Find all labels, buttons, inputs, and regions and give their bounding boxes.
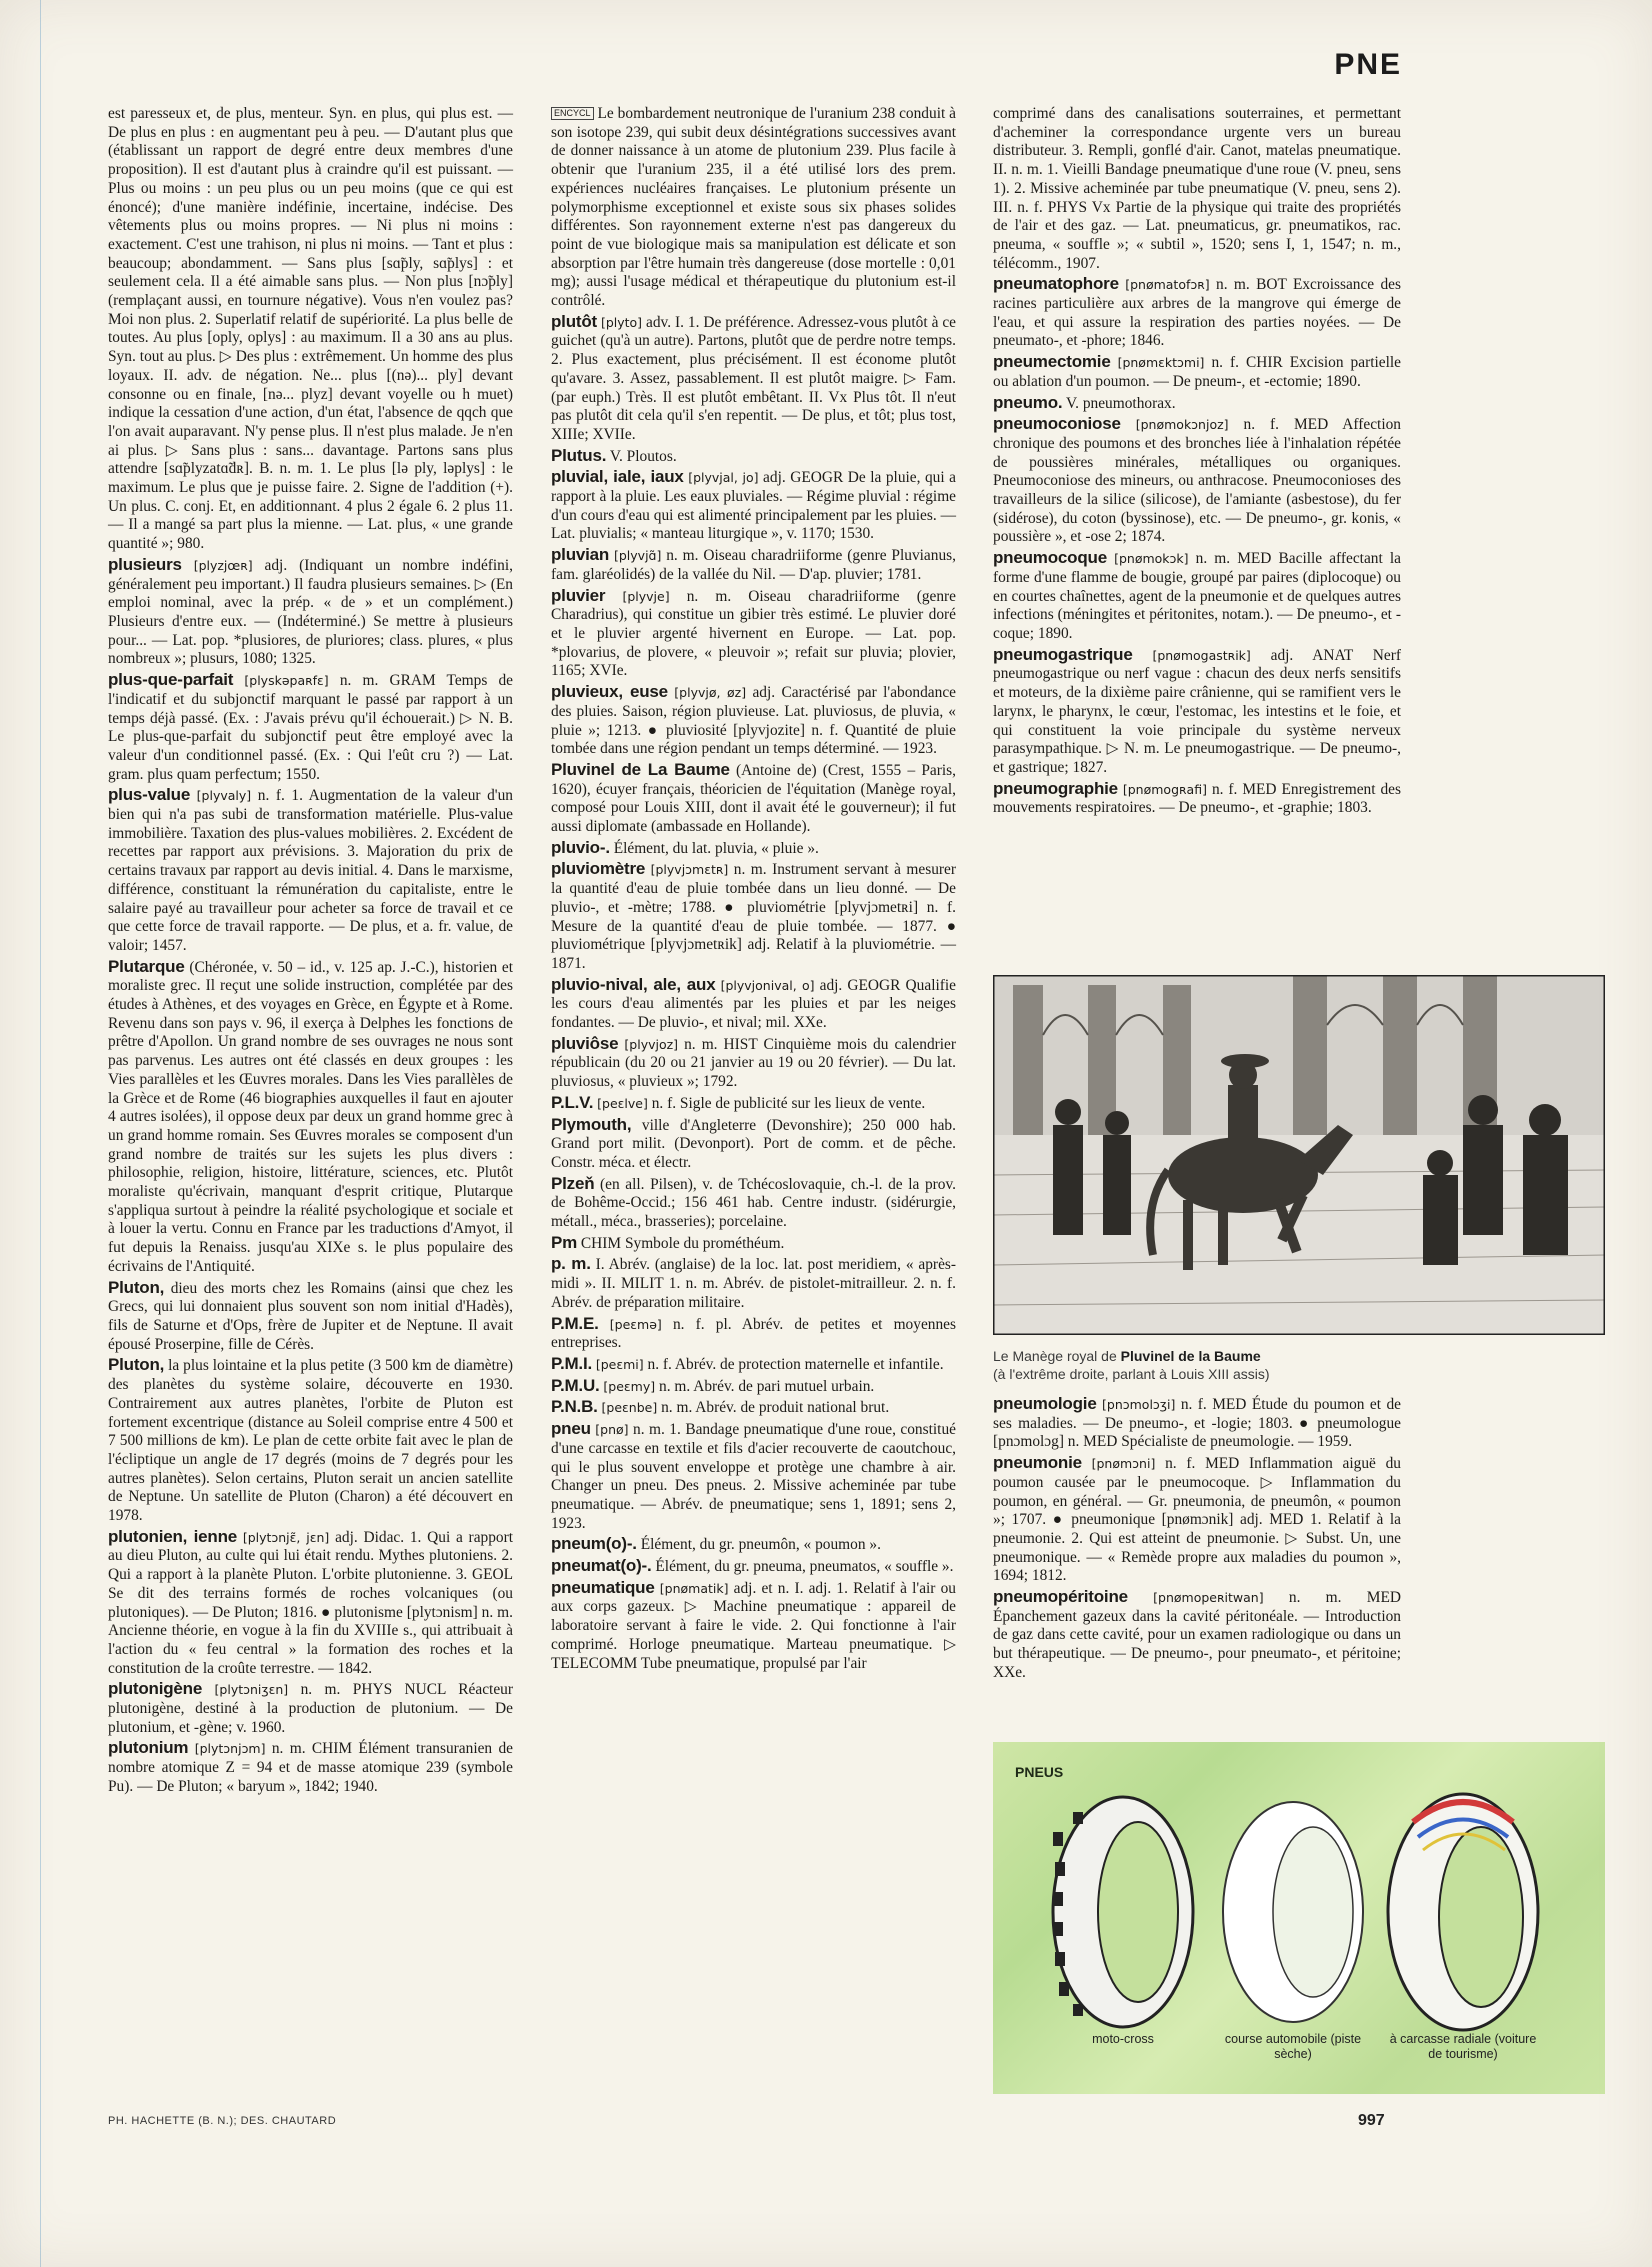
entry-headword: Pluvinel de La Baume [551, 759, 730, 779]
encyclopedic-badge: ENCYCL [551, 107, 594, 120]
dictionary-entry [551, 976, 956, 1033]
dictionary-entry [993, 1454, 1401, 1586]
entry-headword: Plzeň [551, 1173, 595, 1193]
entry-pronunciation: [peɛmy] [603, 1378, 656, 1394]
entry-headword: pneum(o)-. [551, 1534, 637, 1554]
dictionary-entry [108, 958, 513, 1277]
engraving-caption [993, 1347, 1605, 1383]
entry-definition: n. m. Abrév. de pari mutuel urbain. [659, 1377, 875, 1395]
entry-definition: n. m. Abrév. de produit national brut. [661, 1399, 890, 1417]
entry-pronunciation: [plyto] [600, 314, 643, 330]
entry-definition: n. f. MED Affection chronique des poumons et des bronches liée à l'inhalation répétée de poussières minérales, métalliques ou organiques. Pneumoconiose des mineurs, ou anthracose. Pneumoconioses des travailleurs de la silice (silicose), de l'amiante (asbestose), du fer (sidérose), du coton (byssinose), etc. — De pneumo-, gr. konis, « poussière », et -ose 2; 1874. [993, 416, 1401, 546]
caption-bold: Pluvinel de la Baume [1120, 1348, 1261, 1364]
tyre-illustration-panel [993, 1742, 1605, 2094]
entry-definition: n. f. pl. Abrév. de petites et moyennes entreprises. [551, 1315, 956, 1352]
entry-headword: Plutus. [551, 445, 607, 465]
column-2 [551, 105, 956, 1675]
entry-definition: adj. (Indiquant un nombre indéfini, généralement peu important.) Il faudra plusieurs semaines. ▷ (En emploi nominal, avec la prép. « de » et un complément.) Plusieurs d'entre eux. — (Indéterminé.) Se mettre à plusieurs pour... — Lat. pop. *plusiores, de pluriores; class. plures, « plus nombreux »; plusurs, 1080; 1325. [108, 556, 513, 668]
entry-pronunciation: [pnømɔni] [1091, 1456, 1156, 1472]
page-guide-line [40, 0, 41, 2267]
tyre-label-radial: à carcasse radiale (voiture de tourisme) [1389, 2032, 1537, 2061]
entry-pronunciation: [pnømogastʀik] [1152, 647, 1251, 663]
entry-pronunciation: [pnømogʀafi] [1122, 781, 1207, 797]
entry-headword: pneumonie [993, 1453, 1082, 1473]
entry-definition: n. m. HIST Cinquième mois du calendrier républicain (du 20 ou 21 janvier au 19 ou 20 février). — Du lat. pluviosus, « pluvieux »; 1792. [551, 1035, 956, 1091]
entry-headword: pneumopéritoine [993, 1587, 1128, 1607]
dictionary-entry [993, 549, 1401, 644]
entry-definition: adj. GEOGR Qualifie les cours d'eau alimentés par les pluies et par les neiges fondantes. — De pluvio-, et nival; mil. XXe. [551, 976, 956, 1032]
entry-definition: (Chéronée, v. 50 – id., v. 125 ap. J.-C.), historien et moraliste grec. Il reçut une solide instruction, complétée par des études à Athènes, et des voyages en Grèce, en Égypte et à Rome. Revenu dans son pays v. 96, il exerça à Delphes les fonctions de prêtre d'Apollon. Un grand nombre de ses ouvrages ne nous sont pas parvenus. Les autres ont été classés en deux groupes : les Vies parallèles et les Œuvres morales. Dans les Vies parallèles de la Grèce et de Rome (46 biographies auxquelles il faut en ajouter 4 autres isolées), il oppose deux par deux un grand homme grec à un grand homme romain. Ses Œuvres morales se composent d'un grand nombre de traités sur les sujets les plus divers : philosophie, religion, histoire, littérature, sciences, etc. Plutôt moraliste qu'écrivain, manquant d'esprit critique, Plutarque s'appliqua surtout à peindre la réalité psychologique et sociale et à louer la vertu. Connu en France par les traductions d'Amyot, il fut depuis la Renaiss. jusqu'au XIXe s. le plus populaire des écrivains de l'Antiquité. [108, 958, 513, 1275]
column-3 [993, 105, 1401, 820]
dictionary-entry [993, 780, 1401, 818]
entry-headword: plutôt [551, 311, 597, 331]
entry-definition: ville d'Angleterre (Devonshire); 250 000 hab. Grand port milit. (Devonport). Port de comm. et de pêche. Constr. méca. et électr. [551, 1116, 956, 1171]
entry-pronunciation: [plyzjœʀ] [193, 557, 253, 573]
dictionary-entry [551, 1420, 956, 1533]
entry-definition: n. m. PHYS NUCL Réacteur plutonigène, destiné à la production de plutonium. — De plutonium, et -gène; v. 1960. [108, 1681, 513, 1736]
tyre-label-racing: course automobile (piste sèche) [1224, 2032, 1362, 2061]
dictionary-entry [551, 1377, 956, 1397]
radial-tyre-icon [1388, 1794, 1538, 2030]
entry-headword: plus-value [108, 785, 191, 805]
dictionary-entry [108, 1356, 513, 1525]
entry-definition: V. Ploutos. [609, 447, 677, 465]
entry-pronunciation: [plyvjɑ̃] [613, 548, 662, 564]
entry-definition: V. pneumothorax. [1066, 394, 1176, 412]
entry-definition: adj. ANAT Nerf pneumogastrique ou nerf vague : chacun des deux nerfs sensitifs et moteurs, de la dixième paire crânienne, qui se ramifient vers le larynx, le pharynx, le cœur, l'estomac, les intestins et le foie, et qui constituent la voie principale du système nerveux parasympathique. ▷ N. m. Le pneumogastrique. — De pneumo-, et gastrique; 1827. [993, 646, 1401, 776]
entry-pronunciation: [pnømatofɔʀ] [1125, 277, 1210, 293]
entry-definition: adj. Caractérisé par l'abondance des pluies. Saison, région pluvieuse. Lat. pluviosus, de pluvia, « pluie »; 1213. ● pluviosité [plyvjozite] n. f. Quantité de pluie tombée dans une région pendant un temps déterminé. — 1923. [551, 684, 956, 758]
dictionary-entry [551, 1355, 956, 1375]
entry-pronunciation: [plyvjal, jo] [688, 470, 759, 486]
entry-headword: pluvieux, euse [551, 682, 668, 702]
entry-pronunciation: [peɛmi] [595, 1357, 644, 1372]
entry-definition: n. f. MED Étude du poumon et de ses maladies. — De pneumo-, et -logie; 1803. ● pneumologue [pnɔmolɔg] n. MED Spécialiste de pneumologie. — 1959. [993, 1396, 1401, 1451]
entry-headword: pneumologie [993, 1394, 1097, 1413]
entry-headword: pneumographie [993, 778, 1118, 798]
entry-pronunciation: [pnømokɔnjoz] [1135, 417, 1229, 433]
dictionary-entry [108, 1680, 513, 1737]
entry-definition: Élément, du gr. pneuma, pneumatos, « souffle ». [655, 1558, 954, 1576]
entry-definition: n. f. MED Enregistrement des mouvements respiratoires. — De pneumo-, et -graphie; 1803. [993, 780, 1401, 817]
dictionary-entry [551, 1579, 956, 1674]
entry-headword: pluviôse [551, 1033, 619, 1053]
entry-definition: (Antoine de) (Crest, 1555 – Paris, 1620), écuyer français, théoricien de l'équitation (Manège royal, composé pour Louis XIII, dont il avait été le gouverneur); il fut aussi diplomate (ambassade en Hollande). [551, 761, 956, 836]
dictionary-entry [551, 447, 956, 467]
entry-headword: Plymouth, [551, 1114, 632, 1134]
dictionary-entry [551, 1116, 956, 1173]
entry-headword: pluvial, iale, iaux [551, 467, 684, 487]
entry-pronunciation: [pnømokɔk] [1114, 551, 1189, 567]
entry-headword: P.M.U. [551, 1375, 600, 1395]
entry-definition: n. f. 1. Augmentation de la valeur d'un bien qui n'a pas subi de transformation matérielle. Plus-value immobilière. Taxation des plus-values mobilières. 2. Excédent de recettes par rapport aux prévisions. 3. Majoration du prix de certains travaux par rapport au devis initial. 4. Dans le marxisme, différence, constituant la rémunération du capitaliste, entre le salaire payé au travailleur pour acheter sa force de travail et ce que cette force de travail rapporte. — De plus, et a. fr. value, de valoir; 1457. [108, 787, 513, 954]
entry-headword: pneumocoque [993, 548, 1107, 568]
dictionary-entry [993, 394, 1401, 414]
entry-headword: pluvier [551, 585, 606, 605]
entry-pronunciation: [plytɔnjɛ̃, jɛn] [242, 1529, 330, 1545]
entry-definition: est paresseux et, de plus, menteur. Syn. en plus, qui plus est. — De plus en plus : en augmentant peu à peu. — D'autant plus que (établissant un rapport de degré entre deux membres d'une proposition). Il est d'autant plus à craindre qu'il est puissant. — Plus ou moins : un peu plus ou un peu moins (que ce qui est énoncé); d'une manière indéfinie, incertaine, indécise. Des vêtements plus ou moins propres. — Ni plus ni moins : exactement. C'est une trahison, ni plus ni moins. — Tant et plus : beaucoup; abondamment. — Sans plus [sɑ̃ply, sɑ̃plys] : et seulement cela. Il a été aimable sans plus. — Non plus [nɔ̃ply] (remplaçant aussi, en tournure négative). Vous n'en voulez pas? Moi non plus. 2. Superlatif relatif de supériorité. La plus belle de toutes. Au plus [oply, oplys] : au maximum. Il a 30 ans au plus. Syn. tout au plus. ▷ Des plus : extrêmement. Un homme des plus loyaux. II. adv. de négation. Ne... plus [(nə)... ply] devant consonne ou en finale, [nə... plyz] devant voyelle ou h muet) indique la cessation d'une action, d'un état, l'absence de qqch que l'on avait auparavant. N'y pense plus. Il n'est plus malade. Je n'en ai plus. ▷ Sans plus : sans... davantage. Partons sans plus attendre [sɑ̃plyzatɑ̃dʀ]. B. n. m. 1. Le plus [lə ply, ləplys] : le maximum. Le plus que je puisse faire. 2. Signe de l'addition (+). Un plus. C. conj. Et, en additionnant. 4 plus 2 égale 6. 2 plus 11. — Il a mangé sa part plus la mienne. — Lat. plus, « une grande quantité »; 980. [108, 105, 513, 553]
tyres-title: PNEUS [1015, 1764, 1064, 1780]
entry-headword: pneumoconiose [993, 414, 1121, 434]
entry-headword: pluvio-. [551, 837, 610, 857]
entry-headword: P.N.B. [551, 1397, 598, 1417]
dictionary-entry [551, 761, 956, 837]
dictionary-entry [551, 1535, 956, 1555]
entry-definition: n. m. Instrument servant à mesurer la quantité d'eau de pluie tombée dans un lieu donné. — De pluvio-, et -mètre; 1788. ● pluviométrie [plyvjɔmetʀi] n. f. Mesure de la quantité d'eau de pluie tombée. — 1877. ● pluviométrique [plyvjɔmetʀik] adj. Relatif à la pluviométrie. — 1871. [551, 861, 956, 972]
entry-definition: n. m. MED Bacille affectant la forme d'une flamme de bougie, groupé par paires (diplocoque) ou en courtes chaînettes, agent de la pneumonie et de quelques autres infections (méningites et péritonites, notam.). — De pneumo-, et -coque; 1890. [993, 550, 1401, 642]
entry-pronunciation: [pnø] [595, 1422, 629, 1438]
entry-headword: plutonien, ienne [108, 1526, 238, 1546]
entry-definition: Élément, du lat. pluvia, « pluie ». [613, 839, 819, 857]
dictionary-entry [551, 1255, 956, 1312]
dictionary-entry [551, 313, 956, 445]
entry-definition: CHIM Symbole du prométhéum. [580, 1234, 785, 1252]
entry-headword: P.M.I. [551, 1354, 593, 1373]
entry-definition: adj. et n. I. adj. 1. Relatif à l'air ou aux corps gazeux. ▷ Machine pneumatique : appareil de laboratoire servant à faire le vide. 2. Qui fonctionne à l'air comprimé. Horloge pneumatique. Marteau pneumatique. ▷ TELECOMM Tube pneumatique, propulsé par l'air [551, 1579, 956, 1672]
racing-tyre-icon [1223, 1802, 1363, 2022]
photo-credit: PH. HACHETTE (B. N.); DES. CHAUTARD [108, 2115, 337, 2127]
dictionary-entry [993, 415, 1401, 547]
entry-definition: I. Abrév. (anglaise) de la loc. lat. post meridiem, « après-midi ». II. MILIT 1. n. m. Abrév. de pistolet-mitrailleur. 2. n. f. Abrév. de préparation militaire. [551, 1256, 957, 1311]
entry-headword: pneumo. [993, 392, 1063, 412]
entry-pronunciation: [plyvjɔmɛtʀ] [650, 862, 729, 878]
page-number: 997 [1358, 2112, 1385, 2129]
entry-definition: n. m. Oiseau charadriiforme (genre Charadrius), qui constitue un gibier très estimé. Le pluvier doré et le pluvier argenté hivernent en Europe. — Lat. pop. *plovarius, de plovere, « pleuvoir »; refait sur pluvia; plovier, 1165; XVIe. [551, 587, 956, 680]
dictionary-entry [108, 105, 513, 554]
entry-headword: Plutarque [108, 956, 185, 976]
entry-headword: p. m. [551, 1254, 591, 1274]
engraving-illustration [993, 975, 1605, 1335]
dictionary-entry [551, 1398, 956, 1418]
dictionary-entry [551, 468, 956, 544]
entry-headword: pneu [551, 1419, 591, 1439]
entry-definition: adj. GEOGR De la pluie, qui a rapport à la pluie. Les eaux pluviales. — Régime pluvial : régime d'un cours d'eau qui est alimenté principalement par les pluies. — Lat. pluvialis; « manteau liturgique », v. 1170; 1530. [551, 469, 957, 543]
manege-royal-engraving [993, 975, 1605, 1335]
entry-headword: pluvian [551, 545, 610, 565]
dictionary-entry [108, 1528, 513, 1679]
dictionary-entry [551, 683, 956, 759]
dictionary-entry [551, 587, 956, 682]
entry-definition: n. m. GRAM Temps de l'indicatif et du subjonctif marquant le passé par rapport à un temps déjà passé. (Ex. : J'avais prévu qu'il échouerait.) ▷ N. B. Le plus-que-parfait du subjonctif peut être employé avec la valeur d'un conditionnel passé. (Ex. : Qui l'eût cru ?) — Lat. gram. plus quam perfectum; 1550. [108, 672, 513, 783]
entry-definition: la plus lointaine et la plus petite (3 500 km de diamètre) des planètes du système solaire, découverte en 1930. Contrairement aux autres planètes, l'orbite de Pluton est fortement excentrique (distance au Soleil comprise entre 4 500 et 7 500 millions de km). Le plan de cette orbite fait avec le plan de l'écliptique un angle de 17 degrés (moins de 7 degrés pour les autres planètes). Selon certains, Pluton serait un ancien satellite de Neptune. Un satellite de Pluton (Charon) a été découvert en 1978. [108, 1357, 513, 1525]
entry-pronunciation: [plyvje] [622, 588, 670, 604]
entry-headword: pneumogastrique [993, 644, 1133, 664]
entry-definition: Le bombardement neutronique de l'uranium 238 conduit à son isotope 239, qui subit deux désintégrations successives avant de donner naissance à un atome de plutonium 239. Plus facile à obtenir que l'uranium 235, il a été utilisé lors des prem. expériences nucléaires françaises. Le plutonium présente un polymorphisme exceptionnel et existe sous six phases solides différentes. Son rayonnement externe n'est pas dangereux du point de vue biologique mais sa manipulation est délicate et son absorption par l'être humain très dangereuse (dose mortelle : 0,01 mg); aussi l'usage médical et thérapeutique du plutonium est-il contrôlé. [551, 105, 956, 310]
entry-definition: dieu des morts chez les Romains (ainsi que chez les Grecs, qui lui donnaient plus souvent son nom initial d'Hadès), fils de Saturne et d'Ops, frère de Jupiter et de Neptune. Il avait épousé Proserpine, fille de Cérès. [108, 1279, 513, 1353]
entry-pronunciation: [pnømopeʀitwan] [1153, 1590, 1264, 1606]
entry-headword: plutonium [108, 1738, 189, 1758]
entry-headword: pneumatophore [993, 274, 1119, 294]
dictionary-entry [108, 1739, 513, 1796]
entry-definition: n. m. MED Épanchement gazeux dans la cavité péritonéale. — Introduction de gaz dans cette cavité, pour un examen radiologique ou dans un but thérapeutique. — De pneumo-, pour pneumato-, et péritoine; XXe. [993, 1589, 1401, 1681]
column-1 [108, 105, 513, 1799]
entry-pronunciation: [pnɔmolɔʒi] [1102, 1397, 1176, 1412]
dictionary-entry [551, 1175, 956, 1232]
entry-headword: plutonigène [108, 1679, 203, 1699]
entry-pronunciation: [plyvaly] [196, 788, 252, 804]
dictionary-entry [551, 1094, 956, 1114]
entry-pronunciation: [plyskəpaʀfɛ] [244, 673, 329, 689]
entry-headword: pluvio-nival, ale, aux [551, 974, 716, 994]
entry-headword: plusieurs [108, 554, 182, 574]
dictionary-entry [108, 556, 513, 669]
dictionary-entry [551, 546, 956, 584]
dictionary-entry [108, 1279, 513, 1355]
entry-pronunciation: [pnømatik] [659, 1580, 729, 1596]
entry-headword: Pluton, [108, 1355, 165, 1375]
entry-definition: n. m. BOT Excroissance des racines particulière aux arbres de la mangrove qui émerge de l'eau, et qui assure la respiration des parties noyées. — De pneumato-, et -phore; 1846. [993, 276, 1401, 350]
tyre-label-moto-cross: moto-cross [1092, 2032, 1154, 2046]
entry-definition: n. f. MED Inflammation aiguë du poumon causée par le pneumocoque. ▷ Inflammation du poumon, en général. — Gr. pneumonia, de pneumôn, « poumon »; 1707. ● pneumonique [pnømɔnik] adj. MED 1. Relatif à la pneumonie. 2. Qui est atteint de pneumonie. ▷ Subst. Un, une pneumonique. — « Remède propre aux maladies du poumon », 1694; 1812. [993, 1455, 1401, 1585]
entry-headword: pneumat(o)-. [551, 1556, 652, 1576]
entry-definition: n. f. Abrév. de protection maternelle et infantile. [647, 1356, 944, 1373]
entry-headword: pneumectomie [993, 352, 1111, 372]
caption-prefix: Le Manège royal de [993, 1348, 1117, 1364]
entry-definition: n. m. CHIM Élément transuranien de nombre atomique Z = 94 et de masse atomique 239 (symbole Pu). — De Pluton; « baryum », 1842; 1940. [108, 1740, 513, 1795]
entry-definition: Élément, du gr. pneumôn, « poumon ». [640, 1536, 881, 1554]
entry-headword: P.M.E. [551, 1313, 599, 1333]
dictionary-entry [993, 105, 1401, 273]
dictionary-entry [551, 839, 956, 859]
running-head: PNE [1334, 48, 1402, 81]
entry-pronunciation: [plytɔniʒɛn] [214, 1682, 289, 1698]
entry-headword: Pluton, [108, 1277, 165, 1297]
entry-definition: comprimé dans des canalisations souterraines, et permettant d'acheminer la correspondance urgente vers un bureau distributeur. 3. Rempli, gonflé d'air. Canot, matelas pneumatique. II. n. m. 1. Vieilli Bandage pneumatique d'une roue (V. pneu, sens 1). 2. Missive acheminée par tube pneumatique (V. pneu, sens 2). III. n. f. PHYS Vx Partie de la physique qui traite des propriétés de l'air et des gaz. — Lat. pneumaticus, gr. pneumatikos, rac. pneuma, « souffle »; « subtil », 1520; sens I, 1, 1547; n. m., télécomm., 1907. [993, 105, 1401, 272]
caption-line2: (à l'extrême droite, parlant à Louis XIII assis) [993, 1366, 1270, 1382]
entry-pronunciation: [plyvjoz] [624, 1036, 679, 1052]
entry-headword: P.L.V. [551, 1092, 594, 1112]
dictionary-entry [551, 105, 956, 311]
entry-pronunciation: [peɛnbe] [601, 1400, 658, 1416]
column-3-lower [993, 1395, 1401, 1685]
entry-definition: n. m. 1. Bandage pneumatique d'une roue, constitué d'une carcasse en textile et fils d'acier recouverte de caoutchouc, qui le plus souvent enveloppe et protège une chambre à air. Changer un pneu. Des pneus. 2. Missive acheminée par tube pneumatique. — Abrév. de pneumatique; sens 1, 1891; sens 2, 1923. [551, 1421, 956, 1532]
dictionary-entry [551, 860, 956, 973]
entry-headword: plus-que-parfait [108, 670, 234, 690]
dictionary-entry [993, 275, 1401, 351]
entry-definition: adj. Didac. 1. Qui a rapport au dieu Pluton, au culte qui lui était rendu. Mythes plutoniens. 2. Qui a rapport à la planète Pluton. L'orbite plutonienne. 3. GEOL Se dit des terrains formés de roches volcaniques (ou plutoniques). — De Pluton; 1816. ● plutonisme [plytɔnism] n. m. Ancienne théorie, en vogue à la fin du XVIIIe s., qui attribuait à l'action du « feu central » la formation des roches et la constitution de la croûte terrestre. — 1842. [108, 1528, 514, 1677]
dictionary-entry [993, 1588, 1401, 1683]
dictionary-entry [993, 1395, 1401, 1452]
dictionary-entry [993, 353, 1401, 391]
moto-cross-tyre-icon [1053, 1797, 1193, 2027]
dictionary-entry [551, 1315, 956, 1353]
entry-definition: (en all. Pilsen), v. de Tchécoslovaquie, ch.-l. de la prov. de Bohême-Occid.; 156 461 hab. Centre industr. (sidérurgie, métall., méca., brasseries); porcelaine. [551, 1175, 956, 1231]
entry-headword: pneumatique [551, 1577, 655, 1597]
entry-pronunciation: [peɛmə] [609, 1316, 662, 1332]
entry-definition: n. f. Sigle de publicité sur les lieux de vente. [651, 1094, 926, 1112]
entry-pronunciation: [pnømɛktɔmi] [1117, 355, 1205, 371]
entry-definition: n. f. CHIR Excision partielle ou ablation d'un poumon. — De pneum-, et -ectomie; 1890. [993, 354, 1401, 390]
entry-headword: Pm [551, 1232, 578, 1252]
entry-definition: adv. I. 1. De préférence. Adressez-vous plutôt à ce guichet (qu'à un autre). Partons, plutôt que de perdre notre temps. 2. Plus exactement, plus précisément. Il est économe plutôt qu'avare. 3. Assez, passablement. Il est plutôt maigre. ▷ Fam. (par euph.) Très. Il est plutôt embêtant. II. Vx Plus tôt. Il n'eut pas plutôt dit cela qu'il s'en repentit. — De plus, et tôt; plus tost, XIIIe; XVIIe. [551, 313, 957, 443]
dictionary-entry [993, 646, 1401, 778]
entry-pronunciation: [plyvjonival, o] [720, 977, 815, 993]
dictionary-entry [108, 671, 513, 784]
dictionary-entry [551, 1234, 956, 1254]
entry-definition: n. m. Oiseau charadriiforme (genre Pluvianus, fam. glaréolidés) de la vallée du Nil. — D'ap. pluvier; 1781. [551, 547, 956, 583]
dictionary-entry [551, 1035, 956, 1092]
entry-headword: pluviomètre [551, 859, 646, 879]
dictionary-entry [551, 1557, 956, 1577]
entry-pronunciation: [plyvjø, øz] [674, 685, 747, 701]
entry-pronunciation: [plytɔnjɔm] [194, 1741, 266, 1757]
dictionary-entry [108, 786, 513, 955]
entry-pronunciation: [peɛlve] [597, 1095, 648, 1111]
